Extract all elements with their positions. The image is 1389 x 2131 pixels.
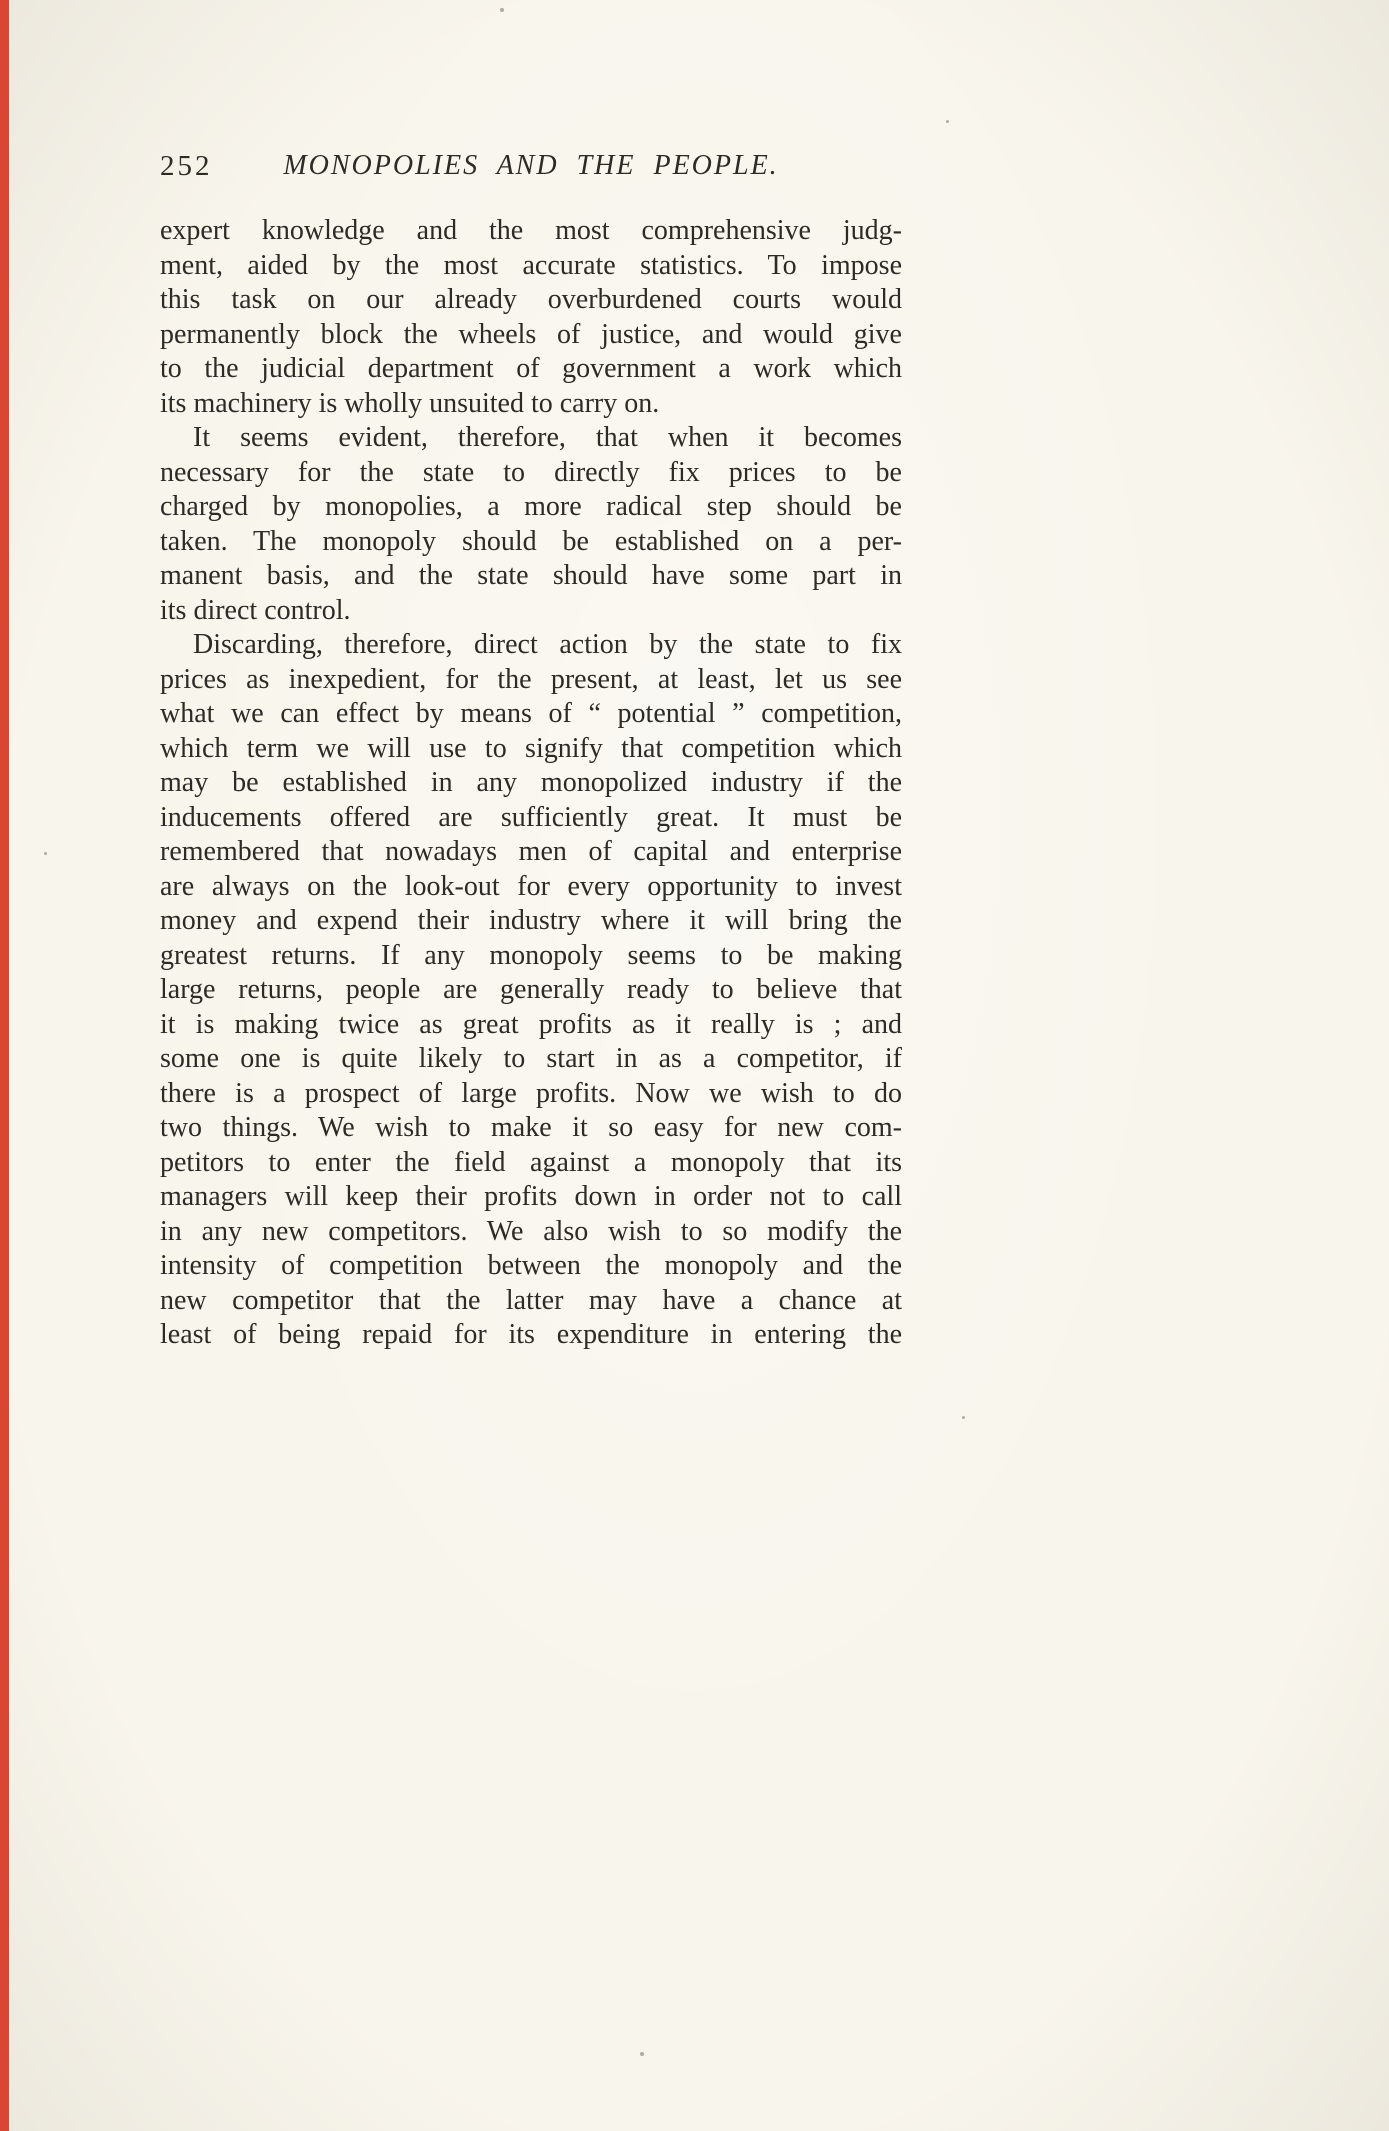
text-line: manent basis, and the state should have some part in <box>160 560 902 591</box>
scan-speck <box>962 1416 965 1419</box>
text-line: its machinery is wholly unsuited to carry on. <box>160 387 660 419</box>
page-header <box>160 148 902 190</box>
text-line: least of being repaid for its expenditure in entering the <box>160 1319 902 1350</box>
paragraph <box>160 628 902 1353</box>
scan-edge-strip <box>0 0 9 2131</box>
page-body <box>160 214 902 1353</box>
running-title: MONOPOLIES AND THE PEOPLE. <box>283 150 779 181</box>
text-line: expert knowledge and the most comprehensive judg- <box>160 215 902 246</box>
text-line: new competitor that the latter may have a chance at <box>160 1284 902 1316</box>
text-line: may be established in any monopolized industry if the <box>160 767 902 798</box>
text-line: this task on our already overburdened courts would <box>160 284 902 315</box>
text-line: what we can effect by means of “ potential ” competition, <box>160 698 902 729</box>
scan-speck <box>640 2052 644 2056</box>
scan-speck <box>946 120 949 123</box>
scan-speck <box>44 852 47 855</box>
paragraph <box>160 214 902 421</box>
text-line: are always on the look-out for every opportunity to invest <box>160 870 902 902</box>
scan-speck <box>500 8 504 12</box>
text-line: charged by monopolies, a more radical step should be <box>160 491 902 522</box>
paragraph <box>160 421 902 628</box>
text-line: which term we will use to signify that competition which <box>160 732 902 764</box>
text-line: there is a prospect of large profits. Now we wish to do <box>160 1077 902 1109</box>
text-line: it is making twice as great profits as it really is ; and <box>160 1008 902 1040</box>
text-line: money and expend their industry where it will bring the <box>160 905 902 936</box>
text-line: It seems evident, therefore, that when it becomes <box>193 422 902 453</box>
text-line: greatest returns. If any monopoly seems to be making <box>160 939 902 971</box>
text-line: large returns, people are generally ready to believe that <box>160 974 902 1005</box>
text-line: managers will keep their profits down in order not to call <box>160 1181 902 1212</box>
text-line: intensity of competition between the monopoly and the <box>160 1250 902 1281</box>
text-line: inducements offered are sufficiently great. It must be <box>160 801 902 833</box>
text-line: Discarding, therefore, direct action by the state to fix <box>193 629 902 660</box>
text-line: two things. We wish to make it so easy for new com- <box>160 1112 902 1143</box>
text-line: taken. The monopoly should be established on a per- <box>160 525 902 557</box>
text-line: some one is quite likely to start in as a competitor, if <box>160 1043 902 1074</box>
page-number: 252 <box>160 150 213 182</box>
text-line: ment, aided by the most accurate statistics. To impose <box>160 249 902 281</box>
text-line: in any new competitors. We also wish to so modify the <box>160 1215 902 1247</box>
text-line: remembered that nowadays men of capital and enterprise <box>160 836 902 867</box>
text-line: petitors to enter the field against a monopoly that its <box>160 1146 902 1178</box>
text-line: prices as inexpedient, for the present, at least, let us see <box>160 663 902 695</box>
text-line: to the judicial department of government a work which <box>160 353 902 384</box>
text-line: necessary for the state to directly fix prices to be <box>160 456 902 488</box>
text-line: permanently block the wheels of justice, and would give <box>160 318 902 350</box>
text-line: its direct control. <box>160 594 351 626</box>
